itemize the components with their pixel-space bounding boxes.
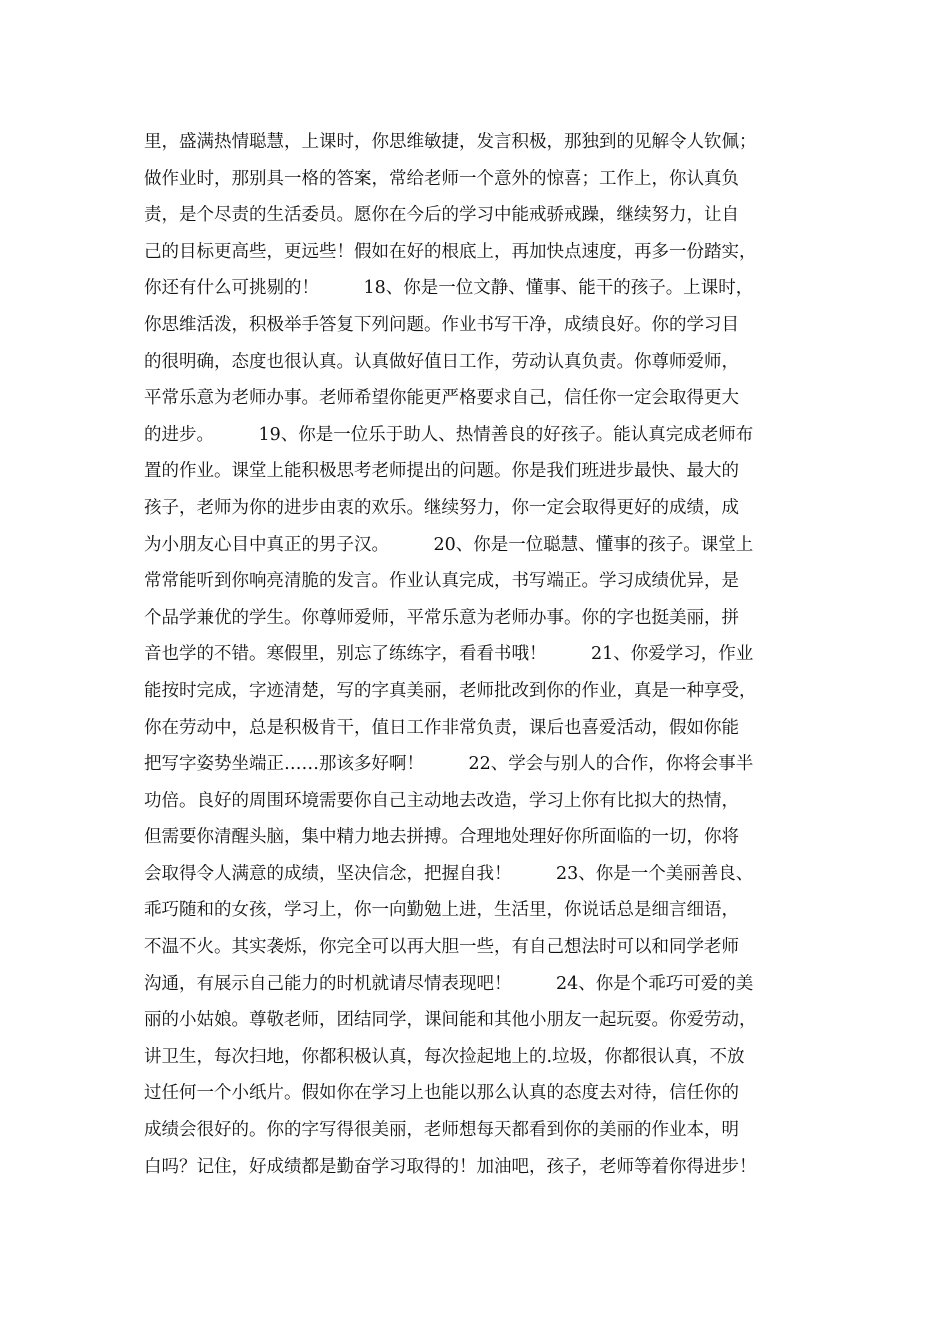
text-line: 过任何一个小纸片。假如你在学习上也能以那么认真的态度去对待，信任你的 [144,1083,739,1104]
text-line: 乖巧随和的女孩，学习上，你一向勤勉上进，生活里，你说话总是细言细语， [144,900,739,921]
text-line: 常常能听到你响亮清脆的发言。作业认真完成，书写端正。学习成绩优异，是 [144,571,739,592]
text-line: 个品学兼优的学生。你尊师爱师，平常乐意为老师办事。你的字也挺美丽，拼 [144,607,739,628]
text-line: 功倍。良好的周围环境需要你自己主动地去改造，学习上你有比拟大的热情， [144,790,739,811]
text-line: 你还有什么可挑剔的！ 18、你是一位文静、懂事、能干的孩子。上课时， [144,278,754,299]
text-line: 丽的小姑娘。尊敬老师，团结同学，课间能和其他小朋友一起玩耍。你爱劳动， [144,1010,757,1031]
body-text [144,124,834,1185]
text-line: 但需要你清醒头脑，集中精力地去拼搏。合理地处理好你所面临的一切，你将 [144,827,739,848]
text-line: 白吗？记住，好成绩都是勤奋学习取得的！加油吧，孩子，老师等着你得进步！ [144,1156,757,1177]
text-line: 成绩会很好的。你的字写得很美丽，老师想每天都看到你的美丽的作业本，明 [144,1120,739,1141]
text-line: 把写字姿势坐端正……那该多好啊！ 22、学会与别人的合作，你将会事半 [144,754,754,775]
text-line: 己的目标更高些，更远些！假如在好的根底上，再加快点速度，再多一份踏实， [144,241,757,262]
text-line: 不温不火。其实袭烁，你完全可以再大胆一些，有自己想法时可以和同学老师 [144,937,739,958]
text-line: 为小朋友心目中真正的男子汉。 20、你是一位聪慧、懂事的孩子。课堂上 [144,534,754,555]
text-line: 沟通，有展示自己能力的时机就请尽情表现吧！ 24、你是个乖巧可爱的美 [144,973,754,994]
text-line: 平常乐意为老师办事。老师希望你能更严格要求自己，信任你一定会取得更大 [144,388,739,409]
text-line: 的进步。 19、你是一位乐于助人、热情善良的好孩子。能认真完成老师布 [144,424,754,445]
text-line: 孩子，老师为你的进步由衷的欢乐。继续努力，你一定会取得更好的成绩，成 [144,497,739,518]
text-line: 置的作业。课堂上能积极思考老师提出的问题。你是我们班进步最快、最大的 [144,461,739,482]
text-line: 能按时完成，字迹清楚，写的字真美丽，老师批改到你的作业，真是一种享受， [144,680,757,701]
text-line: 你在劳动中，总是积极肯干，值日工作非常负责，课后也喜爱活动，假如你能 [144,717,739,738]
text-line: 你思维活泼，积极举手答复下列问题。作业书写干净，成绩良好。你的学习目 [144,314,739,335]
text-line: 的很明确，态度也很认真。认真做好值日工作，劳动认真负责。你尊师爱师， [144,351,739,372]
text-line: 里，盛满热情聪慧，上课时，你思维敏捷，发言积极，那独到的见解令人钦佩； [144,132,757,152]
text-line: 会取得令人满意的成绩，坚决信念，把握自我！ 23、你是一个美丽善良、 [144,863,754,884]
text-line: 音也学的不错。寒假里，别忘了练练字，看看书哦！ 21、你爱学习，作业 [144,644,754,665]
text-line: 责，是个尽责的生活委员。愿你在今后的学习中能戒骄戒躁，继续努力，让自 [144,205,739,226]
text-line: 做作业时，那别具一格的答案，常给老师一个意外的惊喜；工作上，你认真负 [144,168,739,189]
text-line: 讲卫生，每次扫地，你都积极认真，每次捡起地上的.垃圾，你都很认真，不放 [144,1046,745,1067]
